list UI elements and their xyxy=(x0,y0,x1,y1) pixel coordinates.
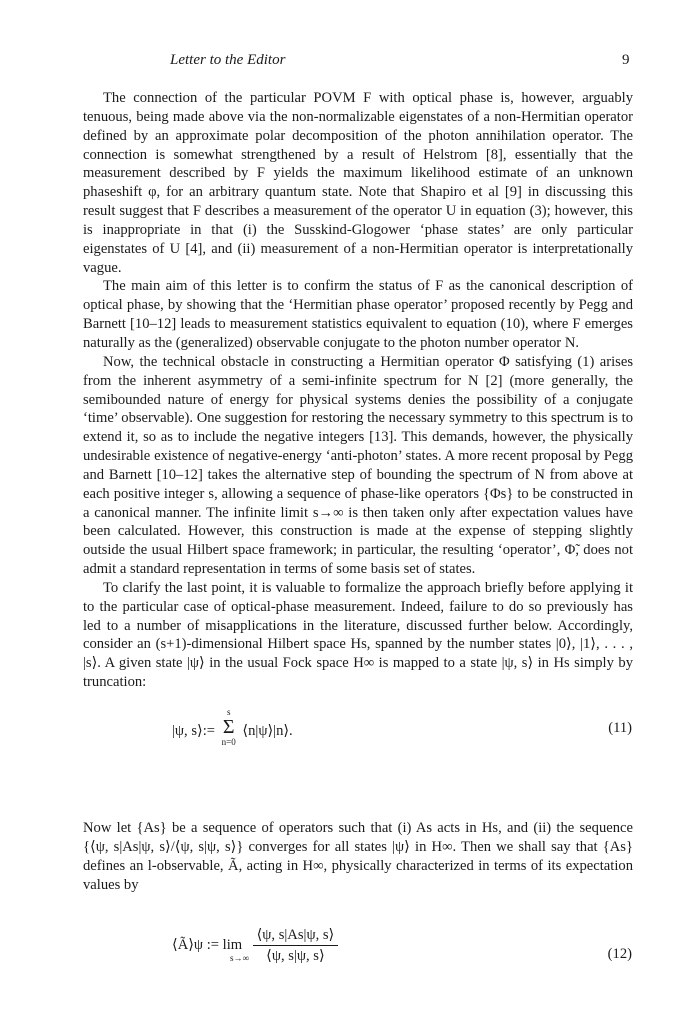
paragraph-4: To clarify the last point, it is valuable to formalize the approach briefly before applying it to the particular case of optical-phase measurement. Indeed, failure to do so previously has led to a number of misapplications in the literature, discussed further below. Accordingly, consider an (s+1)-dimensional Hilbert space Hs, spanned by the number states |0⟩, |1⟩, . . . , |s⟩. A given state |ψ⟩ in the usual Fock space H∞ is mapped to a state |ψ, s⟩ in Hs simply by truncation: xyxy=(83,579,633,691)
equation-12-number: (12) xyxy=(607,946,632,962)
paragraph-3: Now, the technical obstacle in constructing a Hermitian operator Φ satisfying (1) arises from the inherent asymmetry of a semi-infinite spectrum for N [2] (more generally, the semibounded nature of energy for physical systems denies the possibility of a conjugate ‘time’ observable). One suggestion for restoring the necessary symmetry to this spectrum is to extend it, so as to include the negative integers [13]. This demands, however, the physically undesirable existence of negative-energy ‘anti-photon’ states. A more recent proposal by Pegg and Barnett [10–12] takes the alternative step of bounding the spectrum of N from above at each positive integer s, allowing a sequence of phase-like operators {Φs} to be constructed in a canonical manner. The infinite limit s→∞ is then taken only after expectation values have been calculated. However, this construction is made at the expense of stepping slightly outside the usual Hilbert space framework; in particular, the resulting ‘operator’, Φ̃, does not admit a standard representation in terms of some basis set of states. xyxy=(83,353,633,578)
page-number: 9 xyxy=(622,52,630,68)
equation-11 xyxy=(172,707,293,751)
body-text-continued xyxy=(83,819,633,894)
sum-upper-limit: s xyxy=(226,707,231,717)
paragraph-5: Now let {As} be a sequence of operators such that (i) As acts in Hs, and (ii) the sequence {⟨ψ, s|As|ψ, s⟩/⟨ψ, s|ψ, s⟩} converges for all states |ψ⟩ in H∞. Then we shall say that {As} defines an l-observable, Ã, acting in H∞, physically characterized in terms of its expectation values by xyxy=(83,820,633,893)
equation-12-numerator: ⟨ψ, s|As|ψ, s⟩ xyxy=(253,926,339,946)
equation-11-number: (11) xyxy=(608,720,632,736)
equation-11-lhs: |ψ, s⟩:= xyxy=(172,722,216,739)
body-text xyxy=(83,89,633,692)
paragraph-1: The connection of the particular POVM F with optical phase is, however, arguably tenuous, being made above via the non-normalizable eigenstates of a non-Hermitian operator defined by an approximate polar decomposition of the photon annihilation operator. The connection is somewhat strengthened by a result of Helstrom [8], essentially that the measurement described by F yields the maximum likelihood estimate of an unknown phaseshift φ, for an arbitrary quantum state. Note that Shapiro et al [9] in discussing this result suggest that F describes a measurement of the operator U in equation (3); however, this is inappropriate in that (i) the Susskind-Glogower ‘phase states’ are only particular eigenstates of U [4], and (ii) measurement of a non-Hermitian operator is interpretationally vague. xyxy=(83,90,633,276)
running-title: Letter to the Editor xyxy=(170,52,286,68)
equation-12 xyxy=(172,927,338,969)
limit-subscript: s→∞ xyxy=(230,953,249,963)
equation-12-denominator: ⟨ψ, s|ψ, s⟩ xyxy=(266,948,325,964)
paragraph-2: The main aim of this letter is to confirm the status of F as the canonical description of optical phase, by showing that the ‘Hermitian phase operator’ proposed recently by Pegg and Barnett [10–12] leads to measurement statistics equivalent to equation (10), where F emerges naturally as the (generalized) observable conjugate to the photon number operator N. xyxy=(83,278,633,351)
summation-symbol: Σ xyxy=(222,716,235,738)
sum-lower-limit: n=0 xyxy=(221,737,236,747)
equation-12-lhs: ⟨Ã⟩ψ := lim xyxy=(172,937,243,953)
equation-11-rhs: ⟨n|ψ⟩|n⟩. xyxy=(242,722,293,739)
